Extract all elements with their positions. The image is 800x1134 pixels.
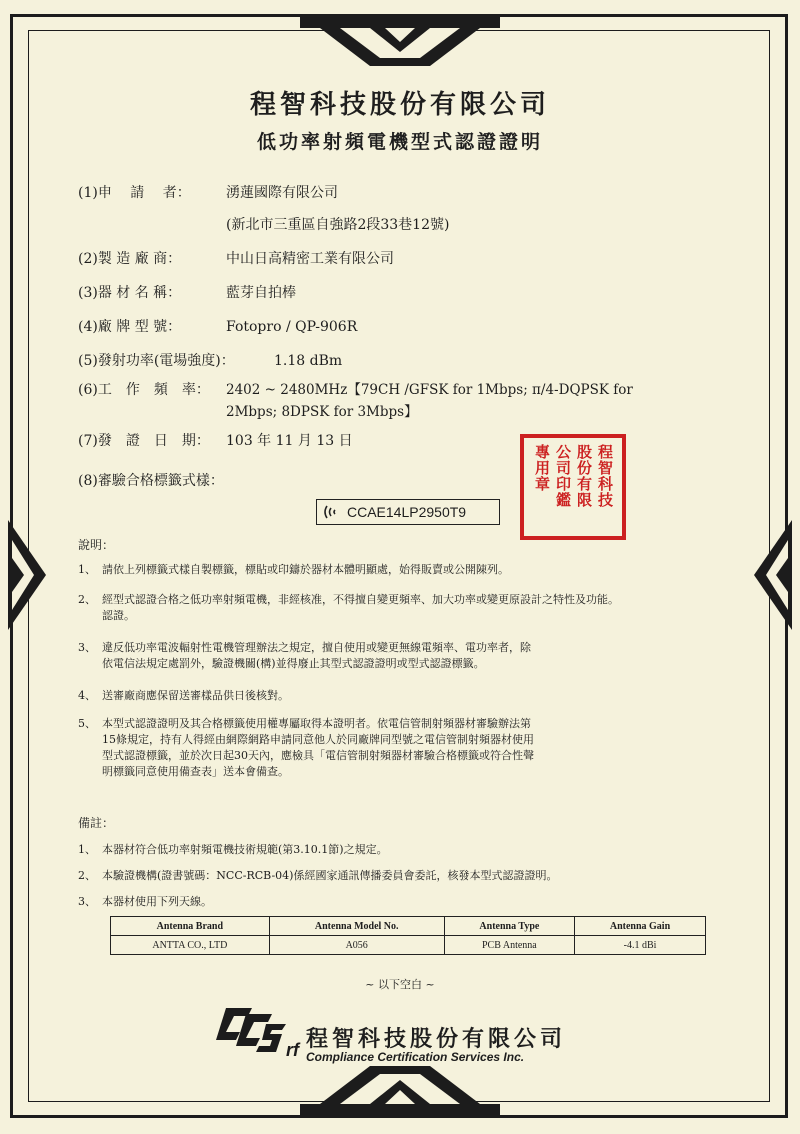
table-header: Antenna Type	[444, 917, 574, 936]
antenna-table	[110, 916, 706, 955]
field-value: Fotopro / QP-906R	[226, 319, 358, 335]
field-value: 1.18 dBm	[274, 353, 343, 369]
field-label: (5)發射功率(電場強度)：	[78, 353, 235, 369]
certificate-title: 低功率射頻電機型式認證證明	[256, 131, 543, 153]
right-ornament	[752, 520, 792, 630]
field-label: (4)廠 牌 型 號：	[78, 319, 182, 335]
top-ornament	[300, 14, 500, 70]
seal-text: 程智科技	[596, 444, 614, 508]
remark-text: 本器材使用下列天線。	[102, 895, 212, 908]
note-item	[78, 640, 722, 672]
field-frequency	[78, 378, 633, 399]
note-text: 請依上列標籤式樣自製標籤，標貼或印鑄於器材本體明顯處，始得販賣或公開陳列。	[102, 563, 509, 576]
note-number: 5、	[78, 717, 96, 730]
note-number: 1、	[78, 563, 96, 576]
table-header: Antenna Model No.	[269, 917, 444, 936]
table-row	[111, 936, 706, 955]
note-number: 3、	[78, 641, 96, 654]
remark-item	[78, 894, 722, 910]
field-label-sample	[78, 470, 274, 490]
remark-item	[78, 842, 722, 858]
remark-text: 本驗證機構(證書號碼：NCC-RCB-04)係經國家通訊傳播委員會委託，核發本型式認證證明。	[102, 869, 558, 882]
field-brand-model	[78, 316, 357, 336]
note-text: 本型式認證證明及其合格標籤使用權專屬取得本證明者。依電信管制射頻器材審驗辦法第 15條規定，持有人得經由網際網路申請同意他人於同廠牌同型號之電信管制射頻器材使用 型式認證標籤，並於次日起30天內，應檢具「電信管制射頻器材審驗合格標籤或符合性聲 明標籤同意使用備查表」送本會備查。	[102, 717, 534, 778]
field-issue-date	[78, 430, 353, 450]
seal-text: 公司印鑑	[554, 444, 572, 508]
seal-text: 股份有限	[575, 444, 593, 508]
field-value: 103 年 11 月 13 日	[226, 433, 353, 449]
note-number: 4、	[78, 689, 96, 702]
table-header: Antenna Brand	[111, 917, 270, 936]
note-text: 送審廠商應保留送審樣品供日後核對。	[102, 689, 289, 702]
note-item	[78, 716, 722, 780]
field-value: (新北市三重區自強路2段33巷12號)	[226, 217, 450, 233]
field-label: (7)發 證 日 期：	[78, 433, 210, 449]
approval-code: CCAE14LP2950T9	[347, 504, 467, 520]
note-text: 違反低功率電波輻射性電機管理辦法之規定，擅自使用或變更無線電頻率、電功率者，除 依電信法規定處罰外，驗證機關(構)並得廢止其型式認證證明或型式認證標籤。	[102, 641, 531, 670]
note-item	[78, 688, 722, 704]
seal-text: 專用章	[533, 444, 551, 492]
note-number: 2、	[78, 593, 96, 606]
left-ornament	[8, 520, 48, 630]
approval-label-box	[316, 499, 500, 525]
remark-number: 3、	[78, 895, 96, 908]
table-cell: PCB Antenna	[444, 936, 574, 955]
table-cell: A056	[269, 936, 444, 955]
note-text: 經型式認證合格之低功率射頻電機，非經核准，不得擅自變更頻率、加大功率或變更原設計之特性及功能。 認證。	[102, 593, 619, 622]
table-header-row	[111, 917, 706, 936]
table-cell: -4.1 dBi	[575, 936, 706, 955]
company-seal	[520, 434, 626, 540]
footer-company-cn: 程智科技股份有限公司	[306, 1027, 567, 1052]
notes-title: 說明：	[78, 538, 115, 552]
field-value: 2Mbps; 8DPSK for 3Mbps】	[226, 404, 418, 420]
remarks-title: 備註：	[78, 816, 115, 830]
field-value: 藍芽自拍棒	[226, 285, 296, 301]
field-label: (2)製 造 廠 商：	[78, 251, 182, 267]
field-value: 中山日高精密工業有限公司	[226, 251, 394, 267]
blank-marker: ~ 以下空白 ~	[365, 978, 435, 991]
field-frequency-cont	[78, 400, 418, 420]
bottom-ornament	[300, 1062, 500, 1118]
field-applicant-address	[78, 214, 449, 234]
table-cell: ANTTA CO., LTD	[111, 936, 270, 955]
svg-text:rf: rf	[286, 1040, 299, 1060]
ccs-logo	[212, 998, 308, 1064]
field-label: (8)審驗合格標籤式樣：	[78, 473, 224, 489]
note-item	[78, 592, 722, 624]
field-label: (3)器 材 名 稱：	[78, 285, 182, 301]
field-value: 湧蓮國際有限公司	[226, 185, 338, 201]
field-equipment-name	[78, 282, 296, 302]
remark-text: 本器材符合低功率射頻電機技術規範(第3.10.1節)之規定。	[102, 843, 388, 856]
remark-item	[78, 868, 722, 884]
remark-number: 2、	[78, 869, 96, 882]
table-header: Antenna Gain	[575, 917, 706, 936]
note-item	[78, 562, 722, 578]
company-title: 程智科技股份有限公司	[249, 90, 550, 120]
field-label: (6)工 作 頻 率：	[78, 382, 210, 398]
footer-company-en: Compliance Certification Services Inc.	[306, 1050, 525, 1064]
field-manufacturer	[78, 248, 394, 268]
field-applicant	[78, 182, 338, 202]
field-value: 2402 ~ 2480MHz【79CH /GFSK for 1Mbps; π/4-DQPSK for	[226, 382, 633, 398]
wireless-wave-icon	[323, 504, 343, 520]
remark-number: 1、	[78, 843, 96, 856]
field-power	[78, 350, 342, 370]
field-label: (1)申 請 者：	[78, 185, 191, 201]
